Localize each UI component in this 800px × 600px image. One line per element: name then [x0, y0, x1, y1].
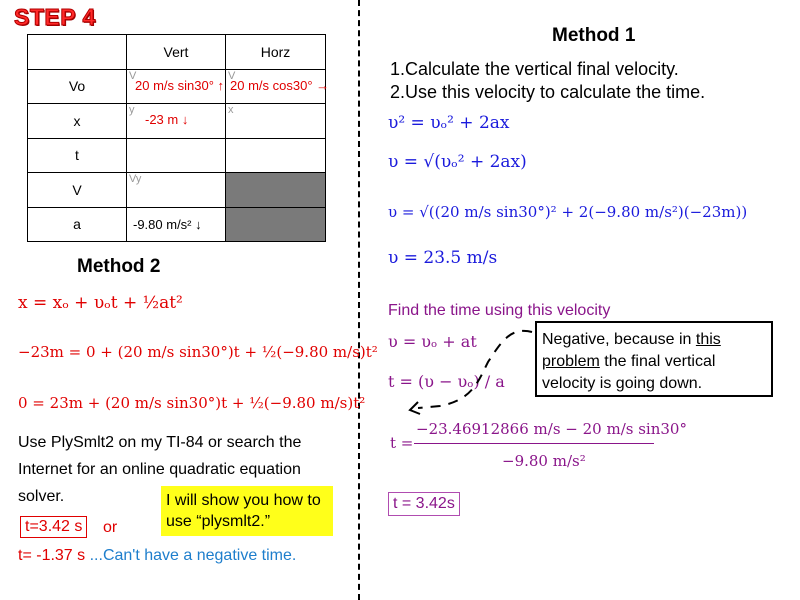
- method1-equation-4: υ = 23.5 m/s: [388, 248, 498, 268]
- a-horz-cell-shaded: [226, 207, 326, 242]
- method2-equation-1: x = xₒ + υₒt + ½at²: [18, 293, 183, 313]
- v-vert-cell: [127, 173, 226, 208]
- a-vert-value: -9.80 m/s² ↓: [133, 216, 202, 232]
- note-pointer-arrow: [400, 322, 540, 418]
- vo-horz-cell: [226, 69, 330, 104]
- find-time-label: Find the time using this velocity: [388, 302, 611, 319]
- step-title: STEP 4: [14, 4, 96, 30]
- vo-vert-cell: [127, 69, 226, 104]
- vo-vert-value: 20 m/s sin30° ↑: [135, 77, 225, 93]
- method2-equation-3: 0 = 23m + (20 m/s sin30°)t + ½(−9.80 m/s)t²: [18, 394, 366, 412]
- method2-answer-positive: t=3.42 s: [20, 516, 87, 538]
- t-horz-cell: [226, 138, 326, 173]
- v-horz-cell-shaded: [226, 173, 326, 208]
- table-header-vert: Vert: [127, 35, 226, 70]
- row-label-vo: Vo: [28, 69, 127, 104]
- note-text-part2: the final vertical velocity is going down.: [542, 353, 716, 392]
- note-text-part1: Negative, because in: [542, 331, 692, 348]
- row-label-a: a: [28, 207, 127, 242]
- time-denominator: −9.80 m/s²: [502, 452, 586, 470]
- row-label-t: t: [28, 138, 127, 173]
- method2-answer-negative-line: [18, 547, 296, 565]
- method2-equation-2: −23m = 0 + (20 m/s sin30°)t + ½(−9.80 m/s)t²: [18, 343, 378, 361]
- method1-equation-6: t = (υ − υₒ) / a: [388, 372, 505, 391]
- negative-velocity-note: [535, 321, 773, 397]
- row-label-v: V: [28, 173, 127, 208]
- x-vert-cell: [127, 104, 226, 139]
- table-header-horz: Horz: [226, 35, 326, 70]
- table-header-row: [28, 35, 326, 70]
- method1-equation-2: υ = √(υₒ² + 2ax): [388, 152, 527, 172]
- row-label-x: x: [28, 104, 127, 139]
- method2-or-label: or: [103, 519, 118, 536]
- a-vert-cell: [127, 207, 226, 242]
- method1-equation-5: υ = υₒ + at: [388, 332, 477, 351]
- fraction-bar: [414, 443, 654, 444]
- method2-negative-note: ...Can't have a negative time.: [89, 547, 297, 564]
- x-horz-cell: [226, 104, 326, 139]
- table-row: [28, 207, 326, 242]
- table-row: [28, 69, 326, 104]
- method1-equation-3: υ = √((20 m/s sin30°)² + 2(−9.80 m/s²)(−23m)): [388, 203, 748, 221]
- vo-horz-value: 20 m/s cos30° →: [230, 77, 330, 93]
- method1-step-1: 1.Calculate the vertical final velocity.: [390, 59, 679, 79]
- cell-subscript: x: [228, 104, 234, 116]
- table-row: [28, 138, 326, 173]
- method2-heading: Method 2: [77, 256, 161, 277]
- method2-answer-negative: t= -1.37 s: [18, 547, 86, 564]
- cell-subscript: y: [129, 104, 135, 116]
- kinematics-table: [27, 34, 330, 242]
- method2-text-line-3: solver.: [18, 488, 65, 505]
- x-vert-value: -23 m ↓: [145, 112, 189, 127]
- method1-equation-1: υ² = υₒ² + 2ax: [388, 113, 510, 133]
- method2-text-line-2: Internet for an online quadratic equation: [18, 461, 301, 478]
- method1-step-2: 2.Use this velocity to calculate the time.: [390, 82, 706, 102]
- method1-answer: t = 3.42s: [388, 492, 460, 516]
- table-row: [28, 173, 326, 208]
- t-equals: t =: [390, 434, 414, 452]
- cell-subscript: V: [228, 69, 236, 82]
- cell-subscript: Vy: [129, 173, 142, 185]
- time-numerator: −23.46912866 m/s − 20 m/s sin30°: [416, 420, 687, 438]
- method2-text-line-1: Use PlySmlt2 on my TI-84 or search the: [18, 434, 302, 451]
- t-vert-cell: [127, 138, 226, 173]
- table-row: [28, 104, 326, 139]
- note-text-underlined: this problem: [542, 331, 721, 370]
- table-header-empty: [28, 35, 127, 70]
- method1-heading: Method 1: [552, 25, 636, 46]
- cell-subscript: V: [129, 69, 137, 82]
- plysmlt2-tip-box: I will show you how to use “plysmlt2.”: [161, 486, 333, 536]
- center-divider: [358, 0, 360, 600]
